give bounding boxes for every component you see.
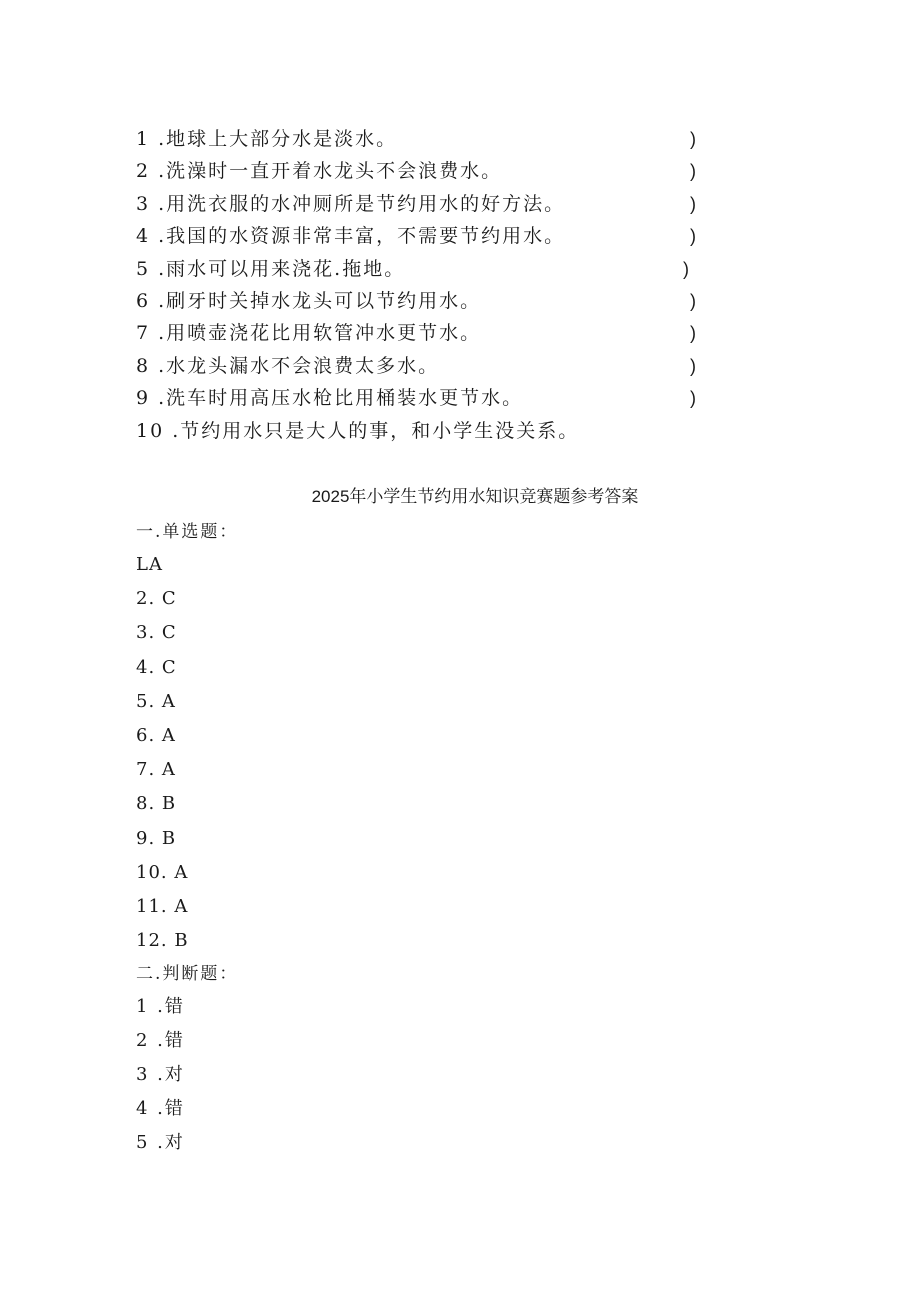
question-number: 2 [136,160,151,183]
question-number: 10 [136,419,165,442]
question-number: 5 [136,257,151,280]
question-item [136,415,716,447]
question-text: .地球上大部分水是淡水。 [158,128,398,150]
question-item [136,253,716,285]
question-item [136,220,716,252]
question-text: .用洗衣服的水冲厕所是节约用水的好方法。 [158,192,566,215]
answer-row: 2 .错 [136,1030,185,1052]
answer-paren: ) [690,226,696,247]
question-list [136,123,716,447]
answer-paren: ) [690,323,696,344]
question-item [136,317,716,349]
question-item [136,350,716,382]
question-item [136,382,716,414]
answer-row: 4 .错 [136,1098,185,1120]
question-item [136,188,716,220]
question-text: .雨水可以用来浇花.拖地。 [158,257,406,280]
question-text: .我国的水资源非常丰富，不需要节约用水。 [158,225,566,248]
question-text: .刷牙时关掉水龙头可以节约用水。 [158,289,482,312]
question-text: .水龙头漏水不会浪费太多水。 [158,354,440,377]
answer-paren: ) [690,290,696,311]
answer-row: 3. C [136,622,177,644]
answer-row: 3 .对 [136,1064,185,1086]
answer-row: 11. A [136,895,189,917]
answer-row: 6. A [136,724,176,746]
answer-row: 2. C [136,588,177,610]
question-number: 8 [136,354,151,377]
answer-row: 12. B [136,930,189,952]
question-number: 7 [136,322,151,345]
answer-row: 5. A [136,690,176,712]
answer-key-title [0,485,920,509]
answer-row: LA [136,554,163,575]
answer-paren: ) [683,258,689,279]
question-number: 4 [136,225,151,248]
question-number: 9 [136,387,151,410]
question-text: .洗澡时一直开着水龙头不会浪费水。 [158,160,503,183]
answer-key [136,516,536,1160]
question-item [136,285,716,317]
question-item [136,155,716,187]
answer-paren: ) [690,388,696,409]
answer-row: 8. B [136,793,177,815]
answer-paren: ) [690,129,696,149]
answer-row: 9. B [136,827,177,849]
question-number: 1 [136,128,151,150]
question-text: .节约用水只是大人的事，和小学生没关系。 [172,419,580,442]
answer-paren: ) [690,161,696,182]
question-number: 3 [136,192,151,215]
answer-row: 7. A [136,759,176,781]
answer-row: 10. A [136,861,189,883]
question-item [136,123,716,155]
question-text: .用喷壶浇花比用软管冲水更节水。 [158,322,482,345]
question-number: 6 [136,289,151,312]
answer-row: 4. C [136,656,177,678]
answer-paren: ) [690,193,696,214]
answer-row: 1 .错 [136,996,185,1018]
section-heading-single-choice: 一.单选题： [136,522,239,542]
answer-row: 5 .对 [136,1132,185,1154]
section-heading-true-false: 二.判断题： [136,964,239,985]
answer-key-title-text: 2025年小学生节约用水知识竞赛题参考答案 [311,487,639,506]
question-text: .洗车时用高压水枪比用桶装水更节水。 [158,387,524,410]
answer-paren: ) [690,355,696,376]
